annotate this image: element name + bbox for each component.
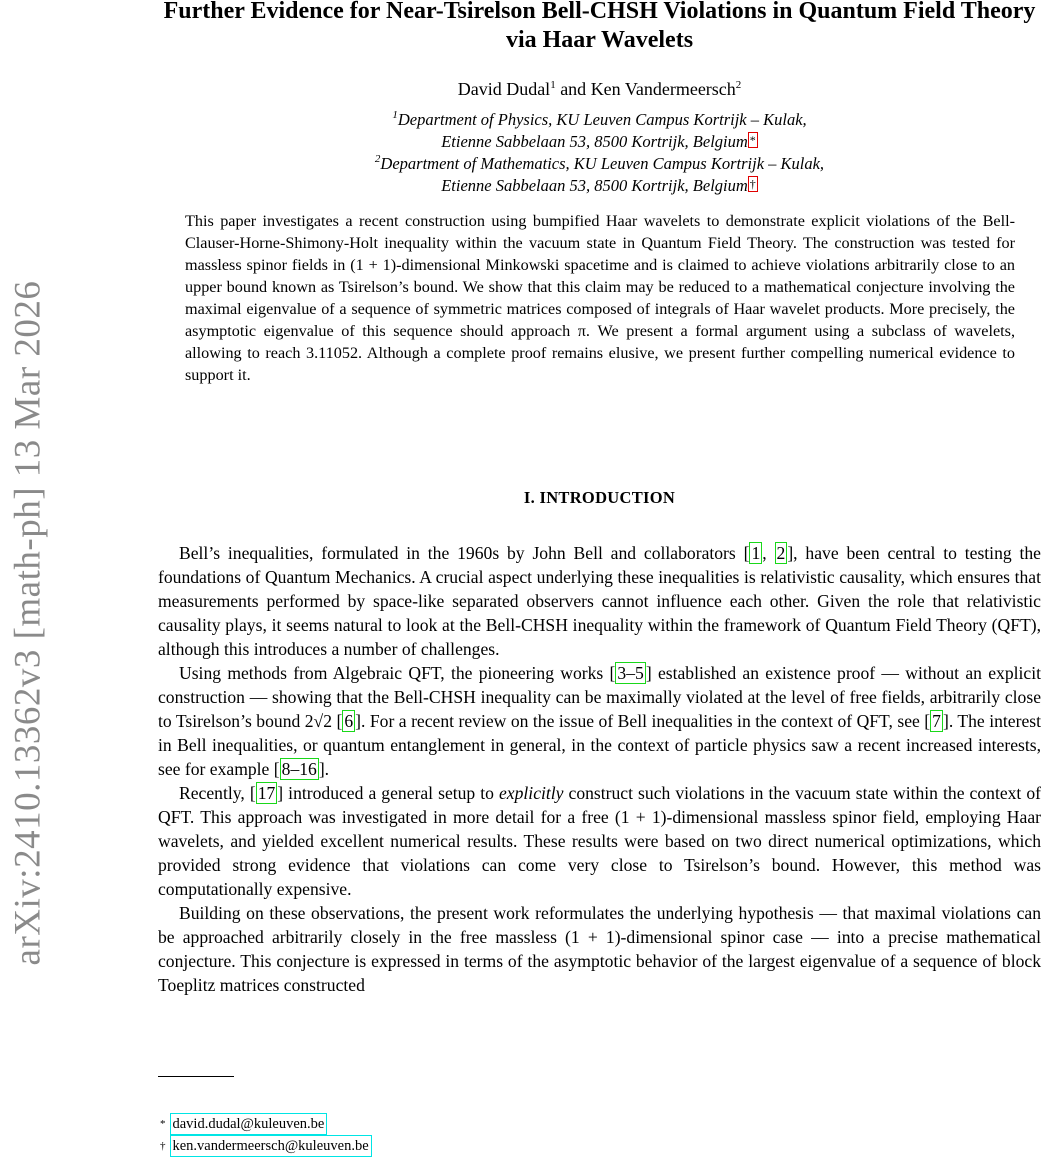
paragraph: Bell’s inequalities, formulated in the 1960s by John Bell and collaborators [ 1 , 2 ], have been central to testing the foundations of Quantum Mechanics. A crucial aspect underlying these inequalities is relativistic causality, which ensures that measurements performed by space-like separated observers cannot influence each other. Given the role that relativistic causality plays, it seems natural to look at the Bell-CHSH inequality within the framework of Quantum Field Theory (QFT), although this introduces a number of challenges. <box>158 543 1041 659</box>
section-heading: I. INTRODUCTION <box>523 488 676 507</box>
author-name: Ken Vandermeersch <box>590 79 736 99</box>
affiliation-2: $^2$Department of Mathematics, KU Leuven Campus Kortrijk – Kulak, <box>374 153 825 173</box>
author-affiliation-mark: 1 <box>550 79 556 91</box>
citation-link[interactable]: 2 <box>776 543 786 563</box>
affiliations <box>158 109 1041 197</box>
arxiv-id: arXiv:2410.13362v3 [math-ph] 13 Mar 2026 <box>7 280 49 966</box>
affiliation-1: $^1$Department of Physics, KU Leuven Campus Kortrijk – Kulak, <box>392 109 807 129</box>
paragraph: Using methods from Algebraic QFT, the pioneering works [ 3–5 ] established an existence proof — without an explicit construction — showing that the Bell-CHSH inequality can be maximally violated at the level of free fields, arbitrarily close to Tsirelson’s bound 2√2 [ 6 ]. For a recent review on the issue of Bell inequalities in the context of QFT, see [ 7 ]. The interest in Bell inequalities, or quantum entanglement in general, in the context of particle physics saw a recent increased interests, see for example [ 8–16 ]. <box>158 663 1041 779</box>
citation-link[interactable]: 7 <box>932 711 941 731</box>
footnote-link-2[interactable]: † <box>749 177 756 191</box>
arxiv-sidebar-stamp <box>0 0 56 1157</box>
affiliation-1-address: Etienne Sabbelaan 53, 8500 Kortrijk, Belgium * <box>441 132 756 151</box>
author-conjunction: and <box>560 79 587 99</box>
email-link[interactable]: david.dudal@kuleuven.be <box>170 1113 328 1135</box>
paper-title: Further Evidence for Near-Tsirelson Bell-CHSH Violations in Quantum Field Theory via Haar Wavelets <box>163 0 1036 53</box>
footnote-rule <box>158 1076 234 1077</box>
abstract: This paper investigates a recent construction using bumpified Haar wavelets to demonstrate explicit violations of the Bell-Clauser-Horne-Shimony-Holt inequality within the vacuum state in Quantum Field Theory. The construction was tested for massless spinor fields in (1 + 1)-dimensional Minkowski spacetime and is claimed to achieve violations arbitrarily close to an upper bound known as Tsirelson’s bound. We show that this claim may be reduced to a mathematical conjecture involving the maximal eigenvalue of a sequence of symmetric matrices composed of integrals of Haar wavelet products. More precisely, the asymptotic eigenvalue of this sequence should approach π. We present a formal argument using a subclass of wavelets, allowing to reach 3.11052. Although a complete proof remains elusive, we present further compelling numerical evidence to support it. <box>185 212 1015 384</box>
footnote: † ken.vandermeersch@kuleuven.be <box>160 1135 372 1157</box>
citation-link[interactable]: 17 <box>257 783 276 803</box>
author-name: David Dudal <box>457 79 551 99</box>
footnote-link-1[interactable]: * <box>749 133 756 147</box>
email-link[interactable]: ken.vandermeersch@kuleuven.be <box>170 1135 372 1157</box>
footnotes <box>160 1113 372 1157</box>
citation-link[interactable]: 6 <box>344 711 354 731</box>
author-affiliation-mark: 2 <box>735 79 742 91</box>
citation-link[interactable]: 3–5 <box>617 663 644 683</box>
affiliation-2-address: Etienne Sabbelaan 53, 8500 Kortrijk, Belgium † <box>441 176 756 195</box>
citation-link[interactable]: 1 <box>751 543 761 563</box>
paragraph: Recently, [ 17 ] introduced a general setup to explicitly construct such violations in the vacuum state within the context of QFT. This approach was investigated in more detail for a free (1 + 1)-dimensional massless spinor field, employing Haar wavelets, and yielded excellent numerical results. These results were based on two direct numerical optimizations, which provided strong evidence that violations can come very close to Tsirelson’s bound. However, this method was computationally expensive. <box>158 783 1042 899</box>
citation-link[interactable]: 8–16 <box>281 759 317 779</box>
author-list <box>158 79 1041 100</box>
footnote: * david.dudal@kuleuven.be <box>160 1113 372 1135</box>
paragraph: Building on these observations, the present work reformulates the underlying hypothesis — that maximal violations can be approached arbitrarily closely in the free massless (1 + 1)-dimensional spinor case — into a precise mathematical conjecture. This conjecture is expressed in terms of the asymptotic behavior of the largest eigenvalue of a sequence of block Toeplitz matrices constructed <box>158 903 1041 995</box>
introduction-body <box>158 541 1041 997</box>
